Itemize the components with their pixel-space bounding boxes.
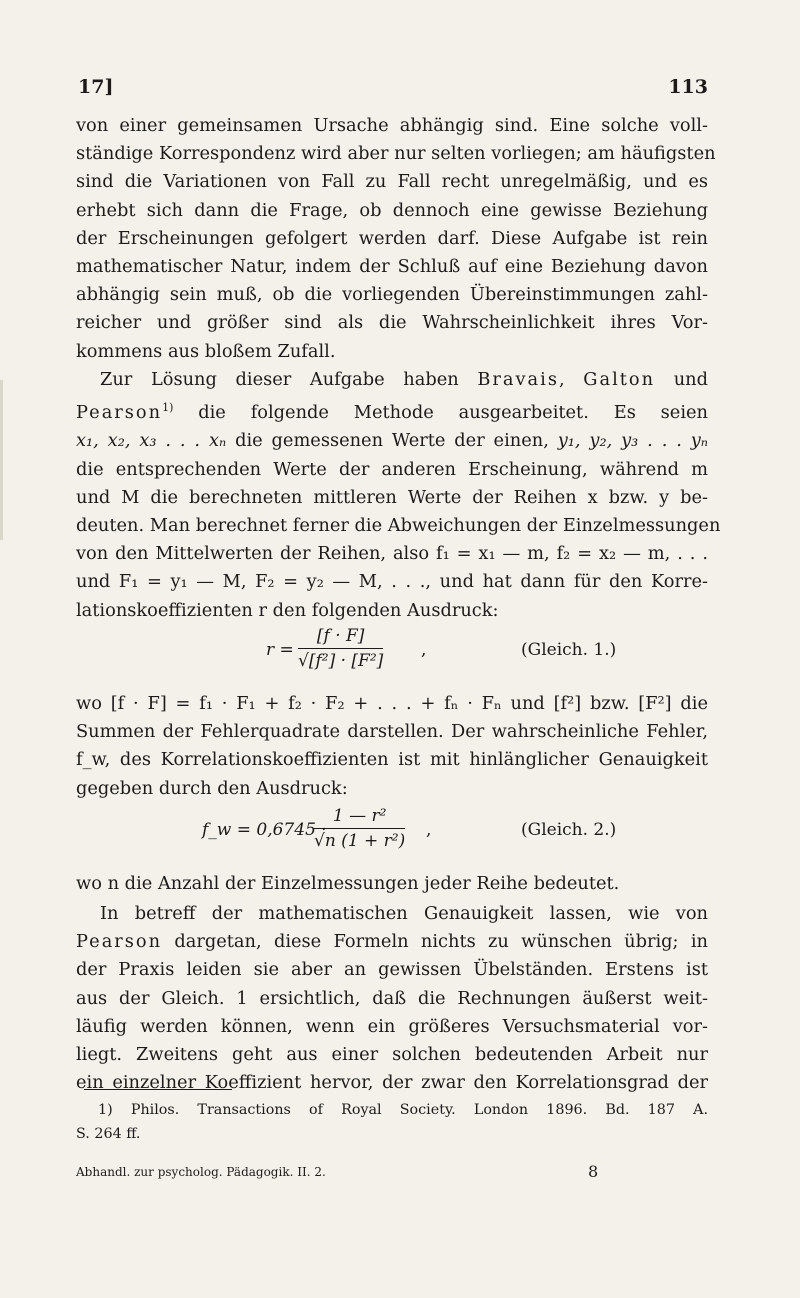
footnote-separator <box>84 1089 232 1090</box>
equation-comma: , <box>426 820 432 840</box>
equation-comma: , <box>421 640 427 660</box>
chapter-number: 17] <box>78 76 114 98</box>
text-line: Pearson$^{1)}$ die folgende Methode ausgearbeitet. Es seien <box>76 401 708 424</box>
author-name-galton: Galton <box>583 369 656 390</box>
paragraph-4 <box>76 870 708 898</box>
footnote-line: 1) Philos. Transactions of Royal Society. London 1896. Bd. 187 A. <box>98 1102 708 1118</box>
equation-2 <box>76 806 708 866</box>
text-line: und F₁ = y₁ — M, F₂ = y₂ — M, . . ., und hat dann für den Korre- <box>76 571 708 593</box>
text-line: liegt. Zweitens geht aus einer solchen bedeutenden Arbeit nur <box>76 1044 708 1066</box>
text-line: kommens aus bloßem Zufall. <box>76 340 336 362</box>
y-series: y₁, y₂, y₃ . . . yₙ <box>557 430 708 452</box>
fraction-numerator: [f · F] <box>298 626 383 649</box>
signature-mark: 8 <box>588 1162 599 1181</box>
text-line: abhängig sein muß, ob die vorliegenden Übereinstimmungen zahl- <box>76 284 708 306</box>
equation-fraction <box>298 626 383 671</box>
text-line: ständige Korrespondenz wird aber nur selten vorliegen; am häufigsten <box>76 143 716 165</box>
text-line: ein einzelner Koeffizient hervor, der zwar den Korrelationsgrad der <box>76 1072 708 1094</box>
text-line: und M die berechneten mittleren Werte der Reihen x bzw. y be- <box>76 486 708 508</box>
text-line: Zur Lösung dieser Aufgabe haben Bravais, Galton und <box>100 369 708 390</box>
fraction-denominator: √[f²] · [F²] <box>298 651 384 671</box>
text-line: wo [f · F] = f₁ · F₁ + f₂ · F₂ + . . . + fₙ · Fₙ und [f²] bzw. [F²] die <box>76 693 708 714</box>
author-name-pearson: Pearson <box>76 402 163 424</box>
text-line: lationskoeffizienten r den folgenden Ausdruck: <box>76 599 499 621</box>
text-line: der Praxis leiden sie aber an gewissen Übelständen. Erstens ist <box>76 959 708 981</box>
text-line: von einer gemeinsamen Ursache abhängig sind. Eine solche voll- <box>76 115 708 136</box>
page-footer <box>76 1162 708 1181</box>
fraction-numerator: 1 — r² <box>314 806 405 829</box>
text-line: gegeben durch den Ausdruck: <box>76 777 348 799</box>
text-line: mathematischer Natur, indem der Schluß auf eine Beziehung davon <box>76 256 708 278</box>
x-series: x₁, x₂, x₃ . . . xₙ <box>76 430 227 452</box>
equation-lhs: f_w = 0,6745 · <box>202 820 327 840</box>
text-line: aus der Gleich. 1 ersichtlich, daß die Rechnungen äußerst weit- <box>76 987 708 1009</box>
equation-1 <box>76 626 708 686</box>
text-line: sind die Variationen von Fall zu Fall recht unregelmäßig, und es <box>76 171 708 193</box>
text-line: der Erscheinungen gefolgert werden darf. Diese Aufgabe ist rein <box>76 227 708 249</box>
author-name-bravais: Bravais <box>477 369 559 390</box>
paragraph-1 <box>76 112 716 366</box>
fraction-denominator: √n (1 + r²) <box>314 831 406 851</box>
text-line: von den Mittelwerten der Reihen, also f₁ = x₁ — m, f₂ = x₂ — m, . . . <box>76 543 708 565</box>
author-name-pearson: Pearson <box>76 931 163 953</box>
paragraph-3 <box>76 690 708 803</box>
text-line: wo n die Anzahl der Einzelmessungen jeder Reihe bedeutet. <box>76 873 620 894</box>
page-number: 113 <box>668 76 708 98</box>
text-line: deuten. Man berechnet ferner die Abweichungen der Einzelmessungen <box>76 514 721 536</box>
text-line: Pearson dargetan, diese Formeln nichts zu wünschen übrig; in <box>76 931 708 953</box>
equation-fraction <box>314 806 405 851</box>
paragraph-2 <box>76 366 721 625</box>
text-line: In betreff der mathematischen Genauigkeit lassen, wie von <box>100 903 708 924</box>
footnote-reference: 1) <box>162 401 174 415</box>
text-line: Summen der Fehlerquadrate darstellen. Der wahrscheinliche Fehler, <box>76 721 708 743</box>
footer-source: Abhandl. zur psycholog. Pädagogik. II. 2. <box>76 1165 326 1179</box>
text-line: f_w, des Korrelationskoeffizienten ist mit hinlänglicher Genauigkeit <box>76 749 708 771</box>
scan-margin-shadow <box>0 380 3 540</box>
text-line: läufig werden können, wenn ein größeres Versuchsmaterial vor- <box>76 1015 708 1037</box>
text-line: reicher und größer sind als die Wahrscheinlichkeit ihres Vor- <box>76 312 708 334</box>
equation-label: (Gleich. 2.) <box>521 820 617 840</box>
equation-label: (Gleich. 1.) <box>521 640 617 660</box>
footnote <box>76 1098 708 1146</box>
equation-lhs: r = <box>266 640 294 660</box>
paragraph-5 <box>76 900 708 1097</box>
text-line: erhebt sich dann die Frage, ob dennoch eine gewisse Beziehung <box>76 199 708 221</box>
footnote-line: S. 264 ff. <box>76 1126 141 1142</box>
text-line: die entsprechenden Werte der anderen Erscheinung, während m <box>76 458 708 480</box>
text-line: x₁, x₂, x₃ . . . xₙ die gemessenen Werte der einen, y₁, y₂, y₃ . . . yₙ <box>76 430 708 452</box>
